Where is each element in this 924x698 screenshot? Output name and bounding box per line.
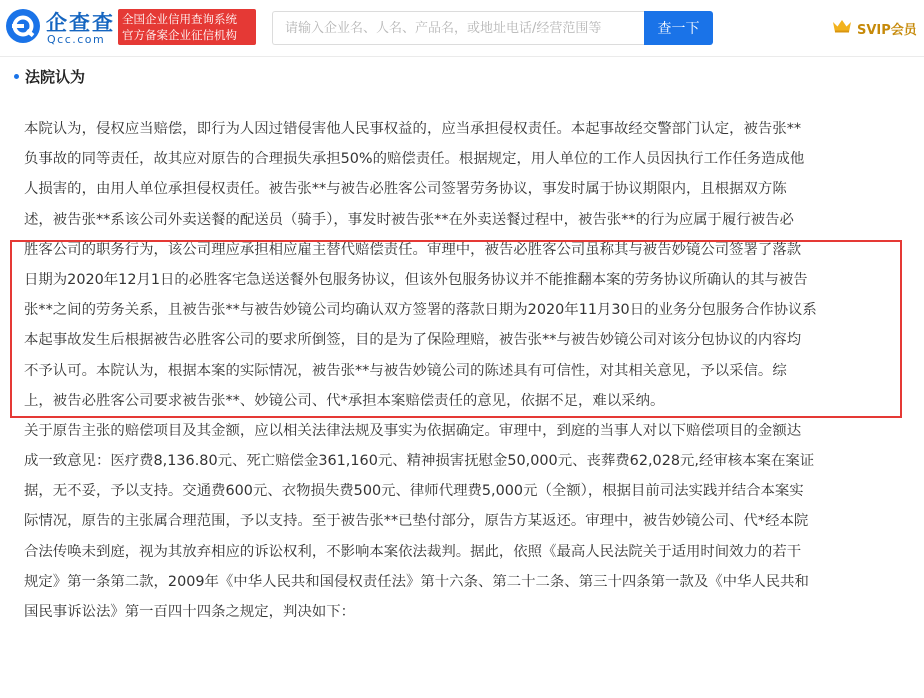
paragraph-line: 日期为2020年12月1日的必胜客宅急送送餐外包服务协议，但该外包服务协议并不能推翻本案的劳务协议所确认的其与被告 [24, 271, 808, 288]
crown-icon [832, 18, 852, 38]
paragraph-line: 合法传唤未到庭，视为其放弃相应的诉讼权利，不影响本案依法裁判。据此，依照《最高人民法院关于适用时间效力的若干 [24, 543, 802, 560]
paragraph-line: 张**之间的劳务关系，且被告张**与被告妙镜公司均确认双方签署的落款日期为2020年11月30日的业务分包服务合作协议系 [24, 302, 817, 319]
paragraph-line: 负事故的同等责任，故其应对原告的合理损失承担50%的赔偿责任。根据规定，用人单位的工作人员因执行工作任务造成他 [24, 151, 805, 168]
paragraph-line: 上，被告必胜客公司要求被告张**、妙镜公司、代*承担本案赔偿责任的意见，依据不足，难以采纳。 [24, 392, 665, 409]
bullet-dot-icon [14, 74, 19, 79]
section-heading [14, 66, 85, 87]
paragraph-line: 据，无不妥，予以支持。交通费600元、衣物损失费500元、律师代理费5,000元（全额），根据目前司法实践并结合本案实 [24, 483, 804, 500]
badge-line-2: 官方备案企业征信机构 [122, 28, 237, 42]
paragraph-line: 国民事诉讼法》第一百四十四条之规定，判决如下： [24, 604, 355, 620]
search-button[interactable]: 查一下 [644, 11, 713, 45]
certification-badge [118, 9, 256, 45]
paragraph-line: 际情况，原告的主张属合理范围，予以支持。至于被告张**已垫付部分，原告方某返还。审理中，被告妙镜公司、代*经本院 [24, 513, 809, 530]
svip-label: SVIP会员 [857, 22, 917, 38]
svip-member-link[interactable] [832, 18, 917, 38]
logo-domain: Qcc.com [47, 33, 106, 46]
paragraph-line: 人损害的，由用人单位承担侵权责任。被告张**与被告必胜客公司签署劳务协议，事发时属于协议期限内，且根据双方陈 [24, 181, 787, 198]
paragraph-line: 本起事故发生后根据被告必胜客公司的要求所倒签，目的是为了保险理赔，被告张**与被告妙镜公司对该分包协议的内容均 [24, 332, 802, 349]
judgment-content [0, 56, 924, 698]
paragraph-line: 本院认为，侵权应当赔偿，即行为人因过错侵害他人民事权益的，应当承担侵权责任。本起事故经交警部门认定，被告张** [24, 121, 802, 137]
paragraph-line: 规定》第一条第二款，2009年《中华人民共和国侵权责任法》第十六条、第二十二条、第三十四条第一款及《中华人民共和 [24, 573, 809, 590]
qcc-logo-icon[interactable] [6, 9, 40, 43]
paragraph-line: 成一致意见：医疗费8,136.80元、死亡赔偿金361,160元、精神损害抚慰金50,000元、丧葬费62,028元,经审核本案在案证 [24, 453, 815, 470]
badge-line-1: 全国企业信用查询系统 [122, 12, 237, 26]
logo-name[interactable]: 企查查 [46, 11, 115, 35]
paragraph-line: 关于原告主张的赔偿项目及其金额，应以相关法律法规及事实为依据确定。审理中，到庭的当事人对以下赔偿项目的金额达 [24, 422, 802, 439]
paragraph-line: 不予认可。本院认为，根据本案的实际情况，被告张**与被告妙镜公司的陈述具有可信性，对其相关意见，予以采信。综 [24, 362, 787, 379]
section-title: 法院认为 [25, 68, 86, 86]
top-header [0, 0, 924, 57]
court-opinion-paragraph [24, 114, 904, 627]
paragraph-line: 胜客公司的职务行为，该公司理应承担相应雇主替代赔偿责任。审理中，被告必胜客公司虽称其与被告妙镜公司签署了落款 [24, 241, 802, 258]
paragraph-line: 述，被告张**系该公司外卖送餐的配送员（骑手），事发时被告张**在外卖送餐过程中，被告张**的行为应属于履行被告必 [24, 211, 794, 228]
search-input[interactable] [272, 11, 644, 45]
